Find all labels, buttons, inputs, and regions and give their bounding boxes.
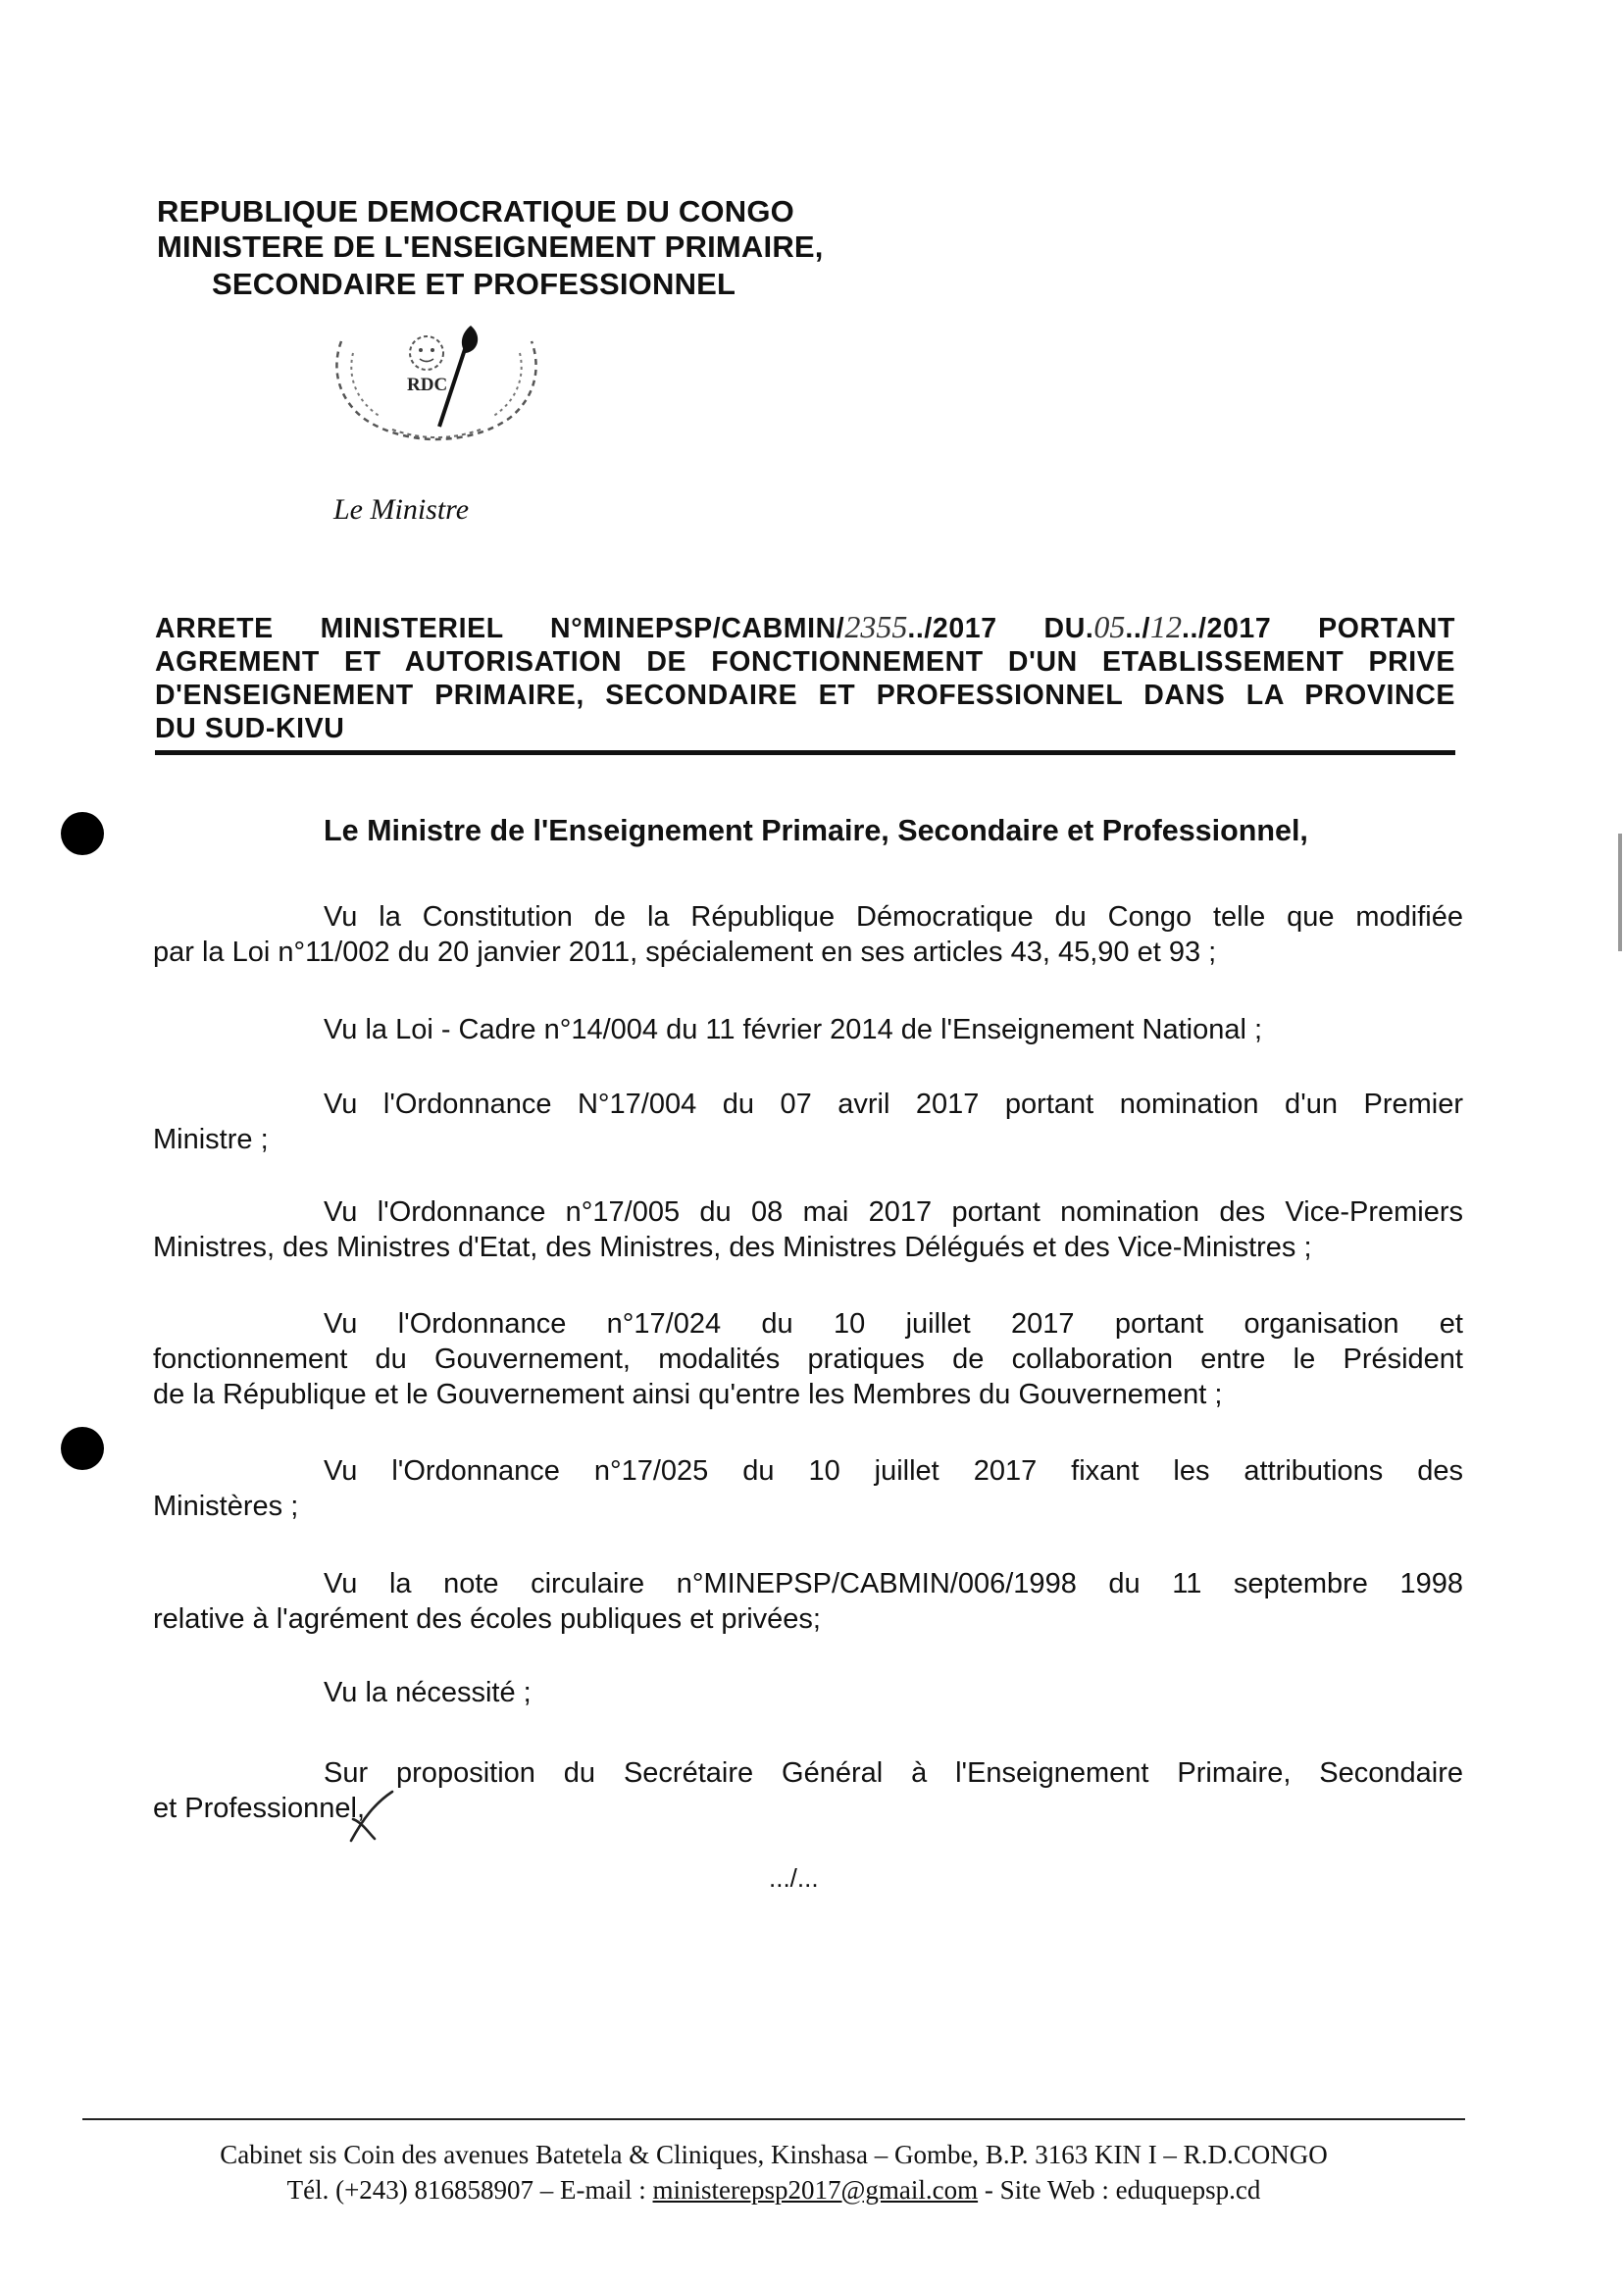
- decree-title-sep: ../: [1125, 613, 1150, 644]
- decree-title: [155, 610, 1455, 745]
- header-ministry-cont: SECONDAIRE ET PROFESSIONNEL: [212, 267, 736, 301]
- consideration-line: Ministre ;: [153, 1124, 269, 1155]
- header-ministry: MINISTERE DE L'ENSEIGNEMENT PRIMAIRE,: [157, 229, 824, 264]
- consideration-line: Vu la Loi - Cadre n°14/004 du 11 février 2014 de l'Enseignement National ;: [324, 1014, 1263, 1045]
- consideration-line: et Professionnel,: [153, 1793, 366, 1824]
- consideration-line: Vu la nécessité ;: [324, 1677, 532, 1708]
- title-underline: [155, 750, 1455, 755]
- footer-contact: [82, 2175, 1465, 2206]
- footer-address: Cabinet sis Coin des avenues Batetela & Cliniques, Kinshasa – Gombe, B.P. 3163 KIN I – R.D.CONGO: [220, 2140, 1328, 2169]
- consideration-line: Sur proposition du Secrétaire Général à l'Enseignement Primaire, Secondaire: [324, 1757, 1463, 1789]
- consideration-premier-ministre: [153, 1087, 1463, 1157]
- decree-number-handwritten: 2355: [844, 609, 908, 644]
- decree-title-line-4: DU SUD-KIVU: [155, 713, 345, 744]
- consideration-loi-cadre: [153, 1012, 1463, 1047]
- footer-phone: Tél. (+243) 816858907 – E-mail :: [286, 2175, 653, 2205]
- decree-title-line-2: AGREMENT ET AUTORISATION DE FONCTIONNEMENT D'UN ETABLISSEMENT PRIVE: [155, 646, 1455, 678]
- footer-email-link[interactable]: ministerepsp2017@gmail.com: [652, 2175, 979, 2205]
- scan-edge-mark: [1618, 834, 1622, 951]
- decree-title-year: ../2017 DU.: [907, 613, 1094, 644]
- consideration-line: Vu l'Ordonnance n°17/005 du 08 mai 2017 portant nomination des Vice-Premiers: [324, 1196, 1463, 1228]
- header-republic: REPUBLIQUE DEMOCRATIQUE DU CONGO: [157, 194, 794, 228]
- coat-of-arms-icon: [324, 324, 549, 446]
- minister-heading: Le Ministre de l'Enseignement Primaire, Secondaire et Professionnel,: [324, 814, 1308, 847]
- consideration-line: Vu l'Ordonnance n°17/024 du 10 juillet 2017 portant organisation et: [324, 1308, 1463, 1340]
- signatory-heading: Le Ministre: [333, 493, 470, 526]
- consideration-gouvernement: [153, 1306, 1463, 1412]
- consideration-line: fonctionnement du Gouvernement, modalités pratiques de collaboration entre le Président: [153, 1344, 1463, 1375]
- handwritten-initial: [343, 1790, 402, 1844]
- decree-title-line-1: [155, 610, 1455, 645]
- consideration-line: de la République et le Gouvernement ainsi qu'entre les Membres du Gouvernement ;: [153, 1379, 1223, 1410]
- consideration-line: relative à l'agrément des écoles publiques et privées;: [153, 1603, 821, 1635]
- consideration-note-circulaire: [153, 1566, 1463, 1637]
- consideration-line: Ministères ;: [153, 1491, 299, 1522]
- decree-title-line-3: D'ENSEIGNEMENT PRIMAIRE, SECONDAIRE ET PROFESSIONNEL DANS LA PROVINCE: [155, 680, 1455, 711]
- footer-divider: [82, 2118, 1465, 2120]
- consideration-necessite: [153, 1675, 1463, 1710]
- footer-website: - Site Web : eduquepsp.cd: [978, 2175, 1261, 2205]
- consideration-line: Ministres, des Ministres d'Etat, des Ministres, des Ministres Délégués et des Vice-Ministres ;: [153, 1232, 1312, 1263]
- consideration-line: Vu l'Ordonnance n°17/025 du 10 juillet 2017 fixant les attributions des: [324, 1455, 1463, 1487]
- punch-hole-middle: [61, 1427, 104, 1470]
- punch-hole-top: [61, 812, 104, 855]
- decree-title-prefix: ARRETE MINISTERIEL N°MINEPSP/CABMIN/: [155, 613, 845, 644]
- consideration-attributions: [153, 1453, 1463, 1524]
- consideration-line: Vu l'Ordonnance N°17/004 du 07 avril 2017 portant nomination d'un Premier: [324, 1089, 1463, 1120]
- continuation-mark: .../...: [769, 1863, 819, 1893]
- consideration-line: par la Loi n°11/002 du 20 janvier 2011, spécialement en ses articles 43, 45,90 et 93 ;: [153, 937, 1217, 968]
- decree-day-handwritten: 05: [1093, 609, 1126, 644]
- emblem-letters: RDC: [407, 375, 448, 395]
- consideration-constitution: [153, 899, 1463, 970]
- decree-month-handwritten: 12: [1149, 609, 1182, 644]
- consideration-line: Vu la Constitution de la République Démocratique du Congo telle que modifiée: [324, 901, 1463, 933]
- consideration-line: Vu la note circulaire n°MINEPSP/CABMIN/006/1998 du 11 septembre 1998: [324, 1568, 1463, 1599]
- consideration-vice-premiers: [153, 1194, 1463, 1265]
- decree-title-portant: ../2017 PORTANT: [1181, 613, 1455, 644]
